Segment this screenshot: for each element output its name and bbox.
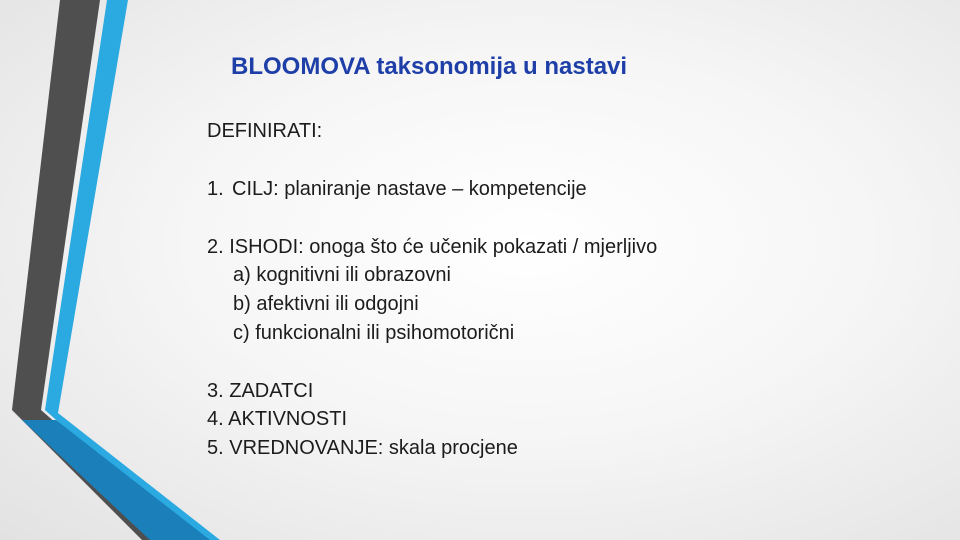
blue-corner-bar bbox=[22, 420, 210, 540]
list-item-1-text: CILJ: planiranje nastave – kompetencije bbox=[232, 178, 587, 200]
slide-title: BLOOMOVA taksonomija u nastavi bbox=[231, 53, 628, 80]
definirati-heading: DEFINIRATI: bbox=[207, 120, 323, 142]
list-item-2a: a) kognitivni ili obrazovni bbox=[233, 264, 451, 286]
list-item-2b: b) afektivni ili odgojni bbox=[233, 293, 419, 315]
list-item-2c: c) funkcionalni ili psihomotorični bbox=[233, 322, 515, 344]
list-item-3: 3. ZADATCI bbox=[207, 380, 314, 402]
list-item-2: 2. ISHODI: onoga što će učenik pokazati / mjerljivo bbox=[207, 236, 658, 258]
list-item-4: 4. AKTIVNOSTI bbox=[207, 408, 348, 430]
list-item-1-number: 1. bbox=[207, 178, 224, 200]
list-item-5: 5. VREDNOVANJE: skala procjene bbox=[207, 437, 518, 459]
list-item-1 bbox=[207, 178, 587, 201]
